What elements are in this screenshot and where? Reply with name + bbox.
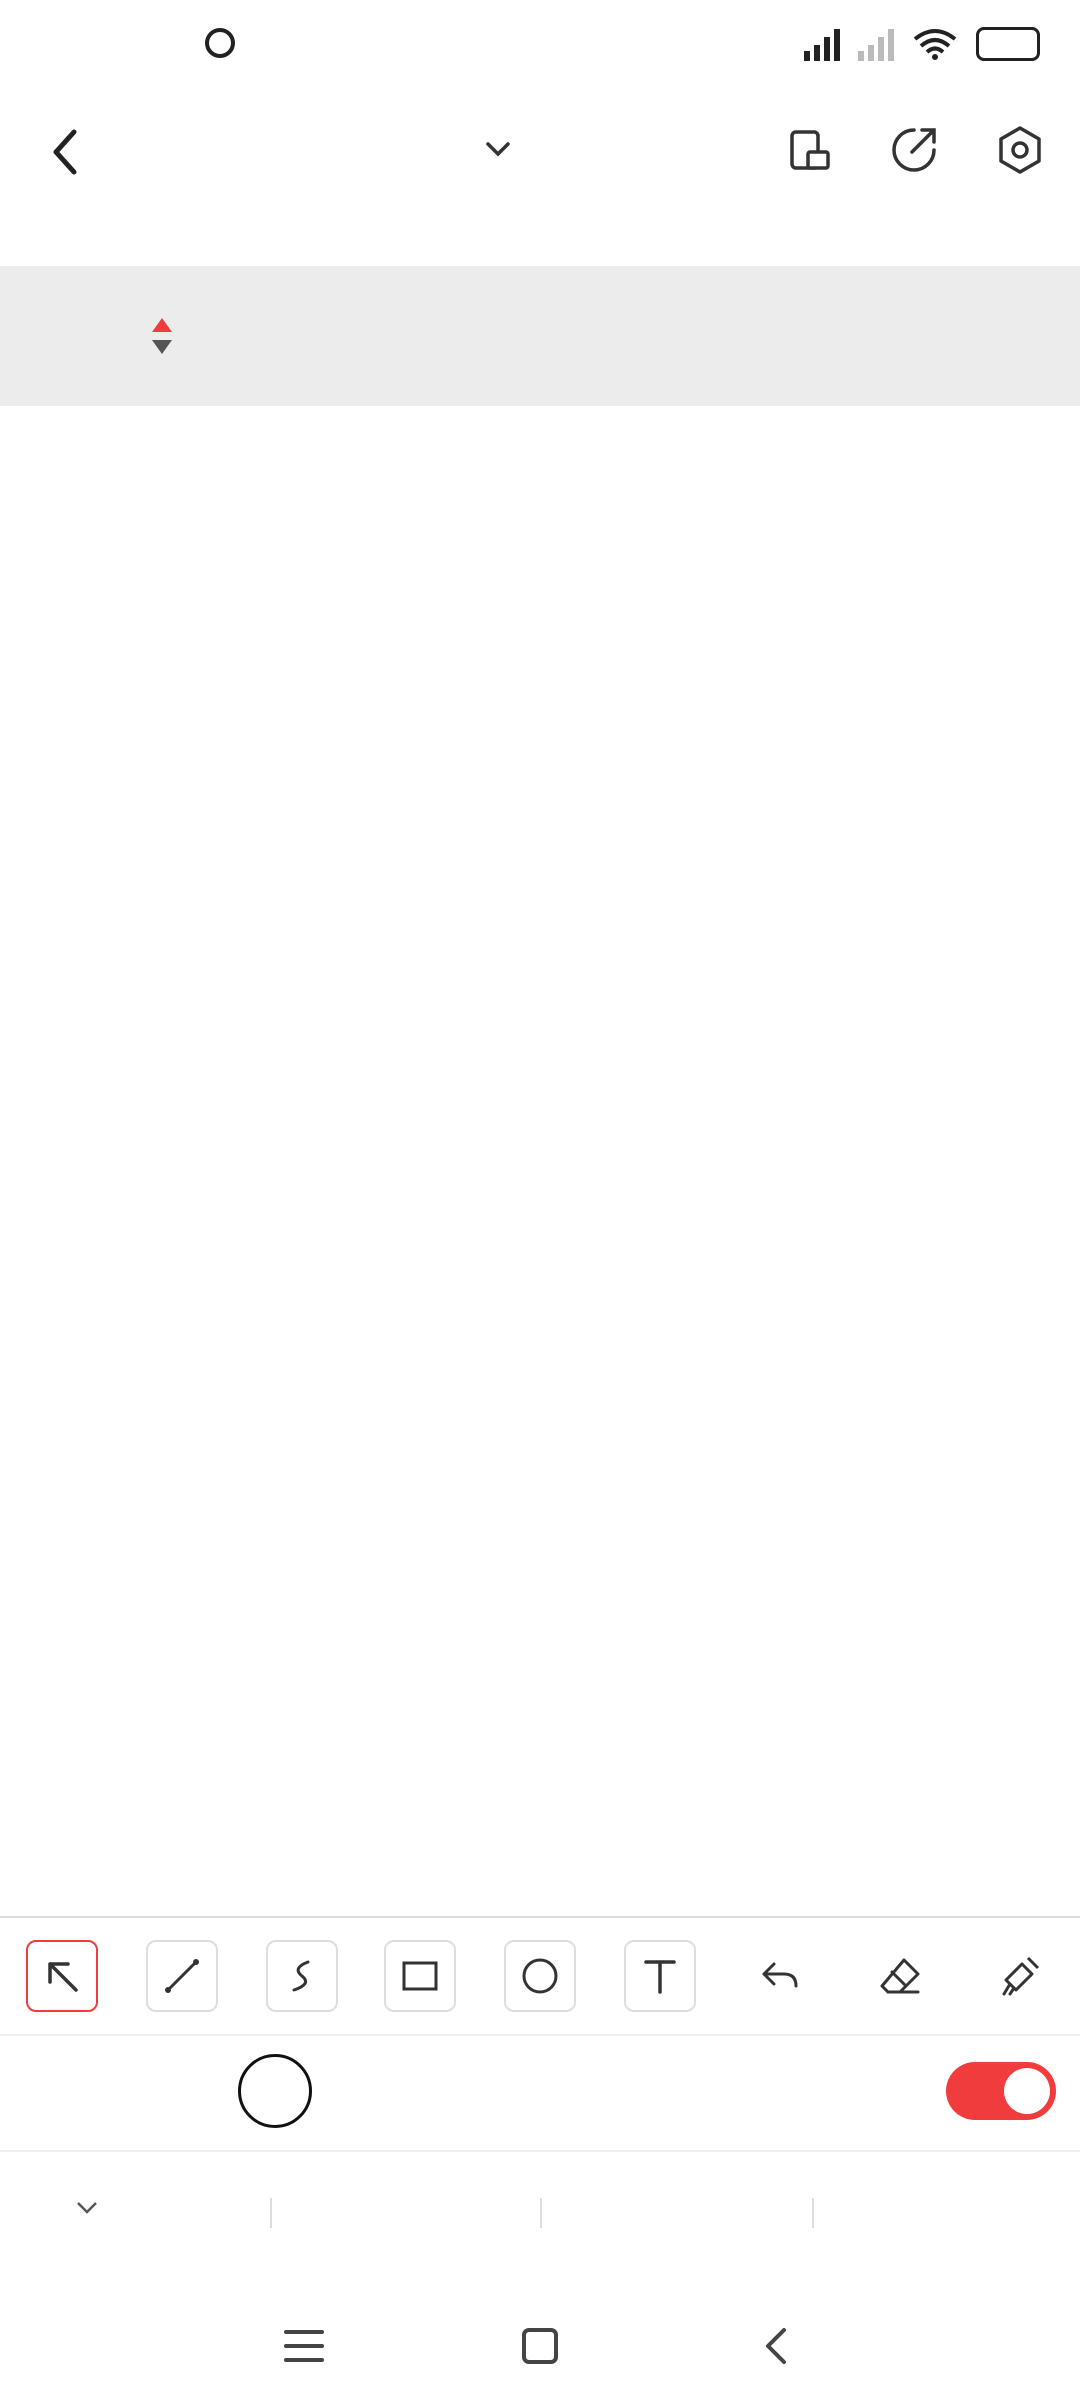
line-tool[interactable] [146, 1940, 218, 2012]
table-header [0, 266, 1080, 406]
alarm-icon [205, 28, 235, 58]
settings-icon[interactable] [990, 120, 1050, 180]
home-icon[interactable] [518, 2324, 562, 2368]
menu-icon[interactable] [282, 2326, 326, 2366]
group-distribution-header [240, 266, 1040, 344]
signal-secondary-icon [858, 27, 894, 61]
color-picker [0, 2034, 1080, 2152]
color-swatch-blue-selected[interactable] [238, 2054, 312, 2128]
sort-icon[interactable] [150, 316, 174, 356]
snap-toggle[interactable] [946, 2062, 1056, 2120]
chevron-down-icon [72, 2193, 102, 2223]
color-swatch-pink[interactable] [48, 2064, 102, 2118]
divider [540, 2198, 542, 2228]
arrow-pointer-icon [40, 1954, 84, 1998]
eraser-tool[interactable] [864, 1940, 936, 2012]
rotate-screen-icon[interactable] [780, 120, 840, 180]
share-icon[interactable] [884, 120, 944, 180]
bottom-action-bar [0, 2150, 1080, 2270]
chevron-down-icon[interactable] [478, 130, 518, 170]
circle-tool[interactable] [504, 1940, 576, 2012]
pointer-tool[interactable] [26, 1940, 98, 2012]
divider [812, 2198, 814, 2228]
color-swatch-purple[interactable] [446, 2064, 500, 2118]
status-bar [0, 0, 1080, 90]
back-icon[interactable] [756, 2324, 796, 2368]
system-navigation-bar [0, 2290, 1080, 2400]
back-arrow-icon[interactable] [40, 122, 90, 182]
trend-table[interactable] [0, 266, 1080, 1916]
color-swatch-orange[interactable] [148, 2064, 202, 2118]
wifi-icon [912, 27, 958, 61]
period-count-select[interactable] [72, 2186, 102, 2226]
rectangle-icon [398, 1954, 442, 1998]
app-header [0, 100, 1080, 210]
text-tool[interactable] [624, 1940, 696, 2012]
drawing-toolbar [0, 1916, 1080, 2036]
status-icons [804, 24, 1040, 64]
line-icon [160, 1954, 204, 1998]
divider [270, 2198, 272, 2228]
toggle-knob [1004, 2068, 1050, 2114]
undo-icon [758, 1954, 802, 1998]
curve-tool[interactable] [266, 1940, 338, 2012]
text-icon [638, 1954, 682, 1998]
signal-icon [804, 27, 840, 61]
freehand-icon [280, 1954, 324, 1998]
clear-tool[interactable] [984, 1940, 1056, 2012]
broom-icon [998, 1954, 1042, 1998]
color-swatch-green[interactable] [348, 2064, 402, 2118]
rectangle-tool[interactable] [384, 1940, 456, 2012]
circle-icon [518, 1954, 562, 1998]
undo-tool[interactable] [744, 1940, 816, 2012]
eraser-icon [878, 1954, 922, 1998]
battery-indicator [976, 27, 1040, 61]
